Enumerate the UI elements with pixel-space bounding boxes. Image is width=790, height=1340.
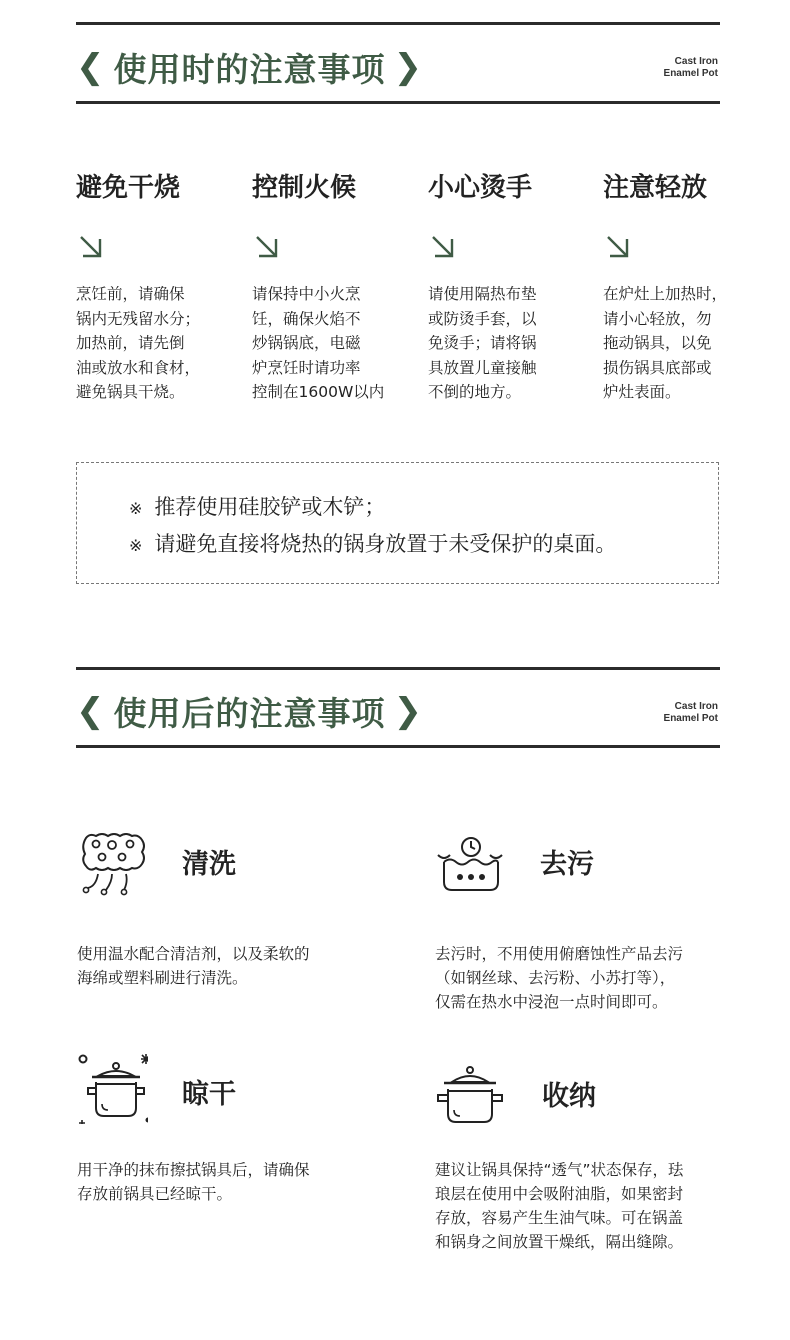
section-after-bottom-rule <box>76 745 720 748</box>
tip-column <box>428 168 598 401</box>
tip-column <box>76 168 246 401</box>
reference-mark-icon: ※ <box>129 536 143 555</box>
tip-column <box>252 168 422 401</box>
arrow-down-right-icon <box>430 234 456 260</box>
tip-title: 避免干烧 <box>76 173 181 203</box>
section-after-title <box>76 686 423 736</box>
bracket-left-icon: ❮ <box>76 691 106 731</box>
soak-basin-clock-icon <box>434 830 506 902</box>
care-text-storage: 建议让锅具保持“透气”状态保存，珐 琅层在使用中会吸附油脂，如果密封 存放，容易产生生油气味。可在锅盖 和锅身之间放置干燥纸，隔出缝隙。 <box>435 1161 684 1251</box>
note-text: 推荐使用硅胶铲或木铲； <box>154 495 386 519</box>
care-title-wash: 清洗 <box>182 849 236 880</box>
note-item <box>129 529 616 559</box>
section-during-title <box>76 42 423 92</box>
subtitle-line-2: Enamel Pot <box>663 713 718 724</box>
arrow-down-right-icon <box>605 234 631 260</box>
tip-title: 注意轻放 <box>603 173 708 203</box>
subtitle-line-2: Enamel Pot <box>663 68 718 79</box>
notes-box <box>76 462 719 584</box>
care-title-dry: 晾干 <box>182 1079 236 1110</box>
tip-title: 小心烫手 <box>428 173 533 203</box>
note-item <box>129 492 385 522</box>
section-during-subtitle <box>598 56 718 80</box>
bracket-right-icon: ❯ <box>393 691 423 731</box>
tip-title: 控制火候 <box>252 173 357 203</box>
care-text-stain: 去污时，不用使用俯磨蚀性产品去污 （如钢丝球、去污粉、小苏打等）， 仅需在热水中浸泡一点时间即可。 <box>435 945 684 1011</box>
pot-with-lid-icon <box>434 1062 506 1134</box>
section-after-subtitle <box>598 701 718 725</box>
section-after-top-rule <box>76 667 720 670</box>
arrow-down-right-icon <box>254 234 280 260</box>
care-title-storage: 收纳 <box>542 1081 596 1112</box>
tip-text: 请使用隔热布垫 或防烫手套，以 免烫手；请将锅 具放置儿童接触 不倒的地方。 <box>428 285 537 401</box>
sparkling-pot-icon <box>76 1052 148 1124</box>
bracket-right-icon: ❯ <box>393 47 423 87</box>
care-title-stain: 去污 <box>540 849 594 880</box>
bracket-left-icon: ❮ <box>76 47 106 87</box>
tip-text: 在炉灶上加热时， 请小心轻放，勿 拖动锅具，以免 损伤锅具底部或 炉灶表面。 <box>603 285 728 401</box>
subtitle-line-1: Cast Iron <box>674 56 718 67</box>
section-during-title-text: 使用时的注意事项 <box>113 49 386 89</box>
section-during-bottom-rule <box>76 101 720 104</box>
care-text-wash: 使用温水配合清洁剂，以及柔软的 海绵或塑料刷进行清洗。 <box>77 945 310 987</box>
tip-text: 请保持中小火烹 饪，确保火焰不 炒锅锅底，电磁 炉烹饪时请功率 控制在1600W以内 <box>252 285 385 401</box>
sponge-icon <box>76 830 148 902</box>
tip-text: 烹饪前，请确保 锅内无残留水分； 加热前，请先倒 油或放水和食材， 避免锅具干烧。 <box>76 285 201 401</box>
tip-column <box>603 168 773 401</box>
subtitle-line-1: Cast Iron <box>674 701 718 712</box>
section-after-title-text: 使用后的注意事项 <box>113 693 386 733</box>
arrow-down-right-icon <box>78 234 104 260</box>
reference-mark-icon: ※ <box>129 499 143 518</box>
note-text: 请避免直接将烧热的锅身放置于未受保护的桌面。 <box>154 532 617 556</box>
care-text-dry: 用干净的抹布擦拭锅具后，请确保 存放前锅具已经晾干。 <box>77 1161 310 1203</box>
section-during-top-rule <box>76 22 720 25</box>
